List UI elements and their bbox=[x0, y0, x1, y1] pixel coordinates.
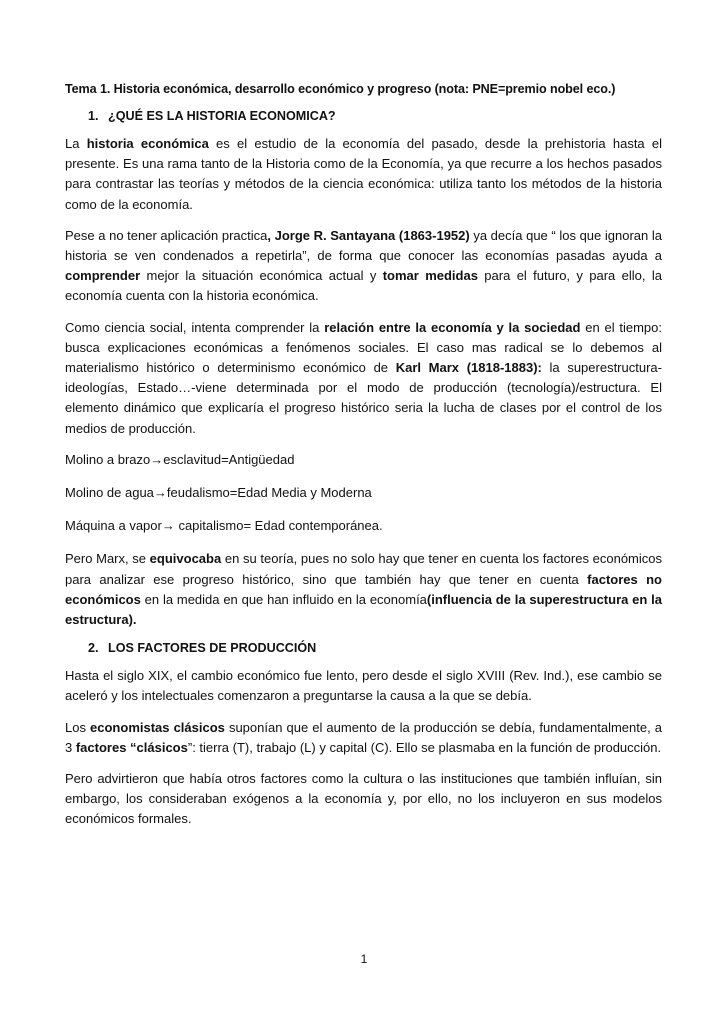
text: en la medida en que han influido en la economía bbox=[140, 591, 427, 607]
section-heading-2 bbox=[65, 641, 662, 655]
text: esclavitud=Antigüedad bbox=[163, 451, 295, 467]
text: Máquina a vapor bbox=[65, 518, 162, 534]
paragraph-marx bbox=[65, 318, 662, 439]
text: en el tiempo: busca explicaciones económicas a fenómenos sociales. El caso mas radical se lo debemos al materialismo histórico o determinismo económico de bbox=[65, 319, 662, 376]
page-number: 1 bbox=[360, 952, 368, 966]
line-maquina-vapor bbox=[65, 516, 662, 536]
paragraph-siglo-xix: Hasta el siglo XIX, el cambio económico fue lento, pero desde el siglo XVIII (Rev. Ind.), ese cambio se aceleró y los intelectuales comenzaron a preguntarse la causa a la que se debía. bbox=[65, 668, 662, 704]
bold-text: Karl Marx (1818-1883): bbox=[395, 360, 542, 376]
arrow-right-icon: → bbox=[150, 451, 164, 467]
text: Molino a brazo bbox=[65, 451, 151, 467]
text: la superestructura-ideologías, Estado…-viene determinada por el modo de producción (tecnología)/estructura. El elemento dinámico que explicaría el progreso histórico seria la lucha de clases por el control de los medios de producción. bbox=[65, 360, 662, 436]
paragraph-marx-error bbox=[65, 549, 662, 630]
line-molino-brazo bbox=[65, 450, 662, 470]
bold-text: , Jorge R. Santayana (1863-1952) bbox=[267, 227, 470, 243]
section-number: 1. bbox=[88, 109, 99, 123]
text: Molino de agua bbox=[65, 485, 154, 501]
bold-text: tomar medidas bbox=[382, 268, 478, 284]
bold-text: economistas clásicos bbox=[90, 719, 225, 735]
text: feudalismo=Edad Media y Moderna bbox=[166, 485, 372, 501]
paragraph-economistas-clasicos bbox=[65, 718, 662, 758]
text: capitalismo= Edad contemporánea. bbox=[174, 518, 383, 534]
arrow-right-icon: → bbox=[153, 485, 167, 501]
section-title: ¿QUÉ ES LA HISTORIA ECONOMICA? bbox=[108, 109, 336, 123]
line-molino-agua bbox=[65, 483, 662, 503]
paragraph-santayana bbox=[65, 226, 662, 307]
text: Pero Marx, se bbox=[65, 551, 150, 567]
bold-text: factores “clásicos bbox=[75, 739, 188, 755]
paragraph-otros-factores: Pero advirtieron que había otros factores como la cultura o las instituciones que también influían, sin embargo, los consideraban exógenos a la economía y, por ello, no los incluyeron en sus modelos económicos formales. bbox=[65, 771, 662, 827]
text: mejor la situación económica actual y bbox=[140, 268, 383, 284]
bold-text: equivocaba bbox=[149, 551, 222, 567]
text: es el estudio de la economía del pasado, desde la prehistoria hasta el presente. Es una rama tanto de la Historia como de la Economía, ya que recurre a los hechos pasados para contrastar las teorías y métodos de la ciencia económica: utiliza tanto los métodos de la historia como de la economía. bbox=[65, 136, 663, 212]
text: Como ciencia social, intenta comprender la bbox=[65, 319, 325, 335]
text: ya decía que “ los que ignoran la historia se ven condenados a repetirla”, de forma que conocer las economías pasadas ayuda a bbox=[65, 227, 662, 264]
document-title: Tema 1. Historia económica, desarrollo económico y progreso (nota: PNE=premio nobel eco.) bbox=[65, 82, 616, 96]
text: para el futuro, y para ello, la economía cuenta con la historia económica. bbox=[65, 268, 662, 304]
section-number: 2. bbox=[88, 641, 99, 656]
document-page bbox=[65, 82, 662, 841]
arrow-right-icon: → bbox=[161, 518, 175, 534]
text: La bbox=[65, 136, 87, 151]
bold-text: factores no económicos bbox=[65, 571, 662, 607]
section-title: LOS FACTORES DE PRODUCCIÓN bbox=[108, 641, 317, 656]
text: Los bbox=[65, 719, 91, 735]
text: suponían que el aumento de la producción se debía, fundamentalmente, a 3 bbox=[65, 719, 663, 755]
bold-text: (influencia de la superestructura en la estructura). bbox=[65, 591, 662, 628]
bold-text: historia económica bbox=[86, 136, 209, 151]
text: en su teoría, pues no solo hay que tener en cuenta los factores económicos para analizar ese progreso histórico, sino que también hay que tener en cuenta bbox=[65, 551, 662, 587]
bold-text: relación entre la economía y la sociedad bbox=[324, 319, 581, 335]
text: Pese a no tener aplicación practica bbox=[65, 227, 268, 243]
bold-text: comprender bbox=[65, 268, 141, 284]
text: ”: tierra (T), trabajo (L) y capital (C). Ello se plasmaba en la función de producción. bbox=[187, 739, 662, 755]
section-heading-1 bbox=[65, 109, 662, 123]
paragraph-definition bbox=[65, 134, 662, 215]
